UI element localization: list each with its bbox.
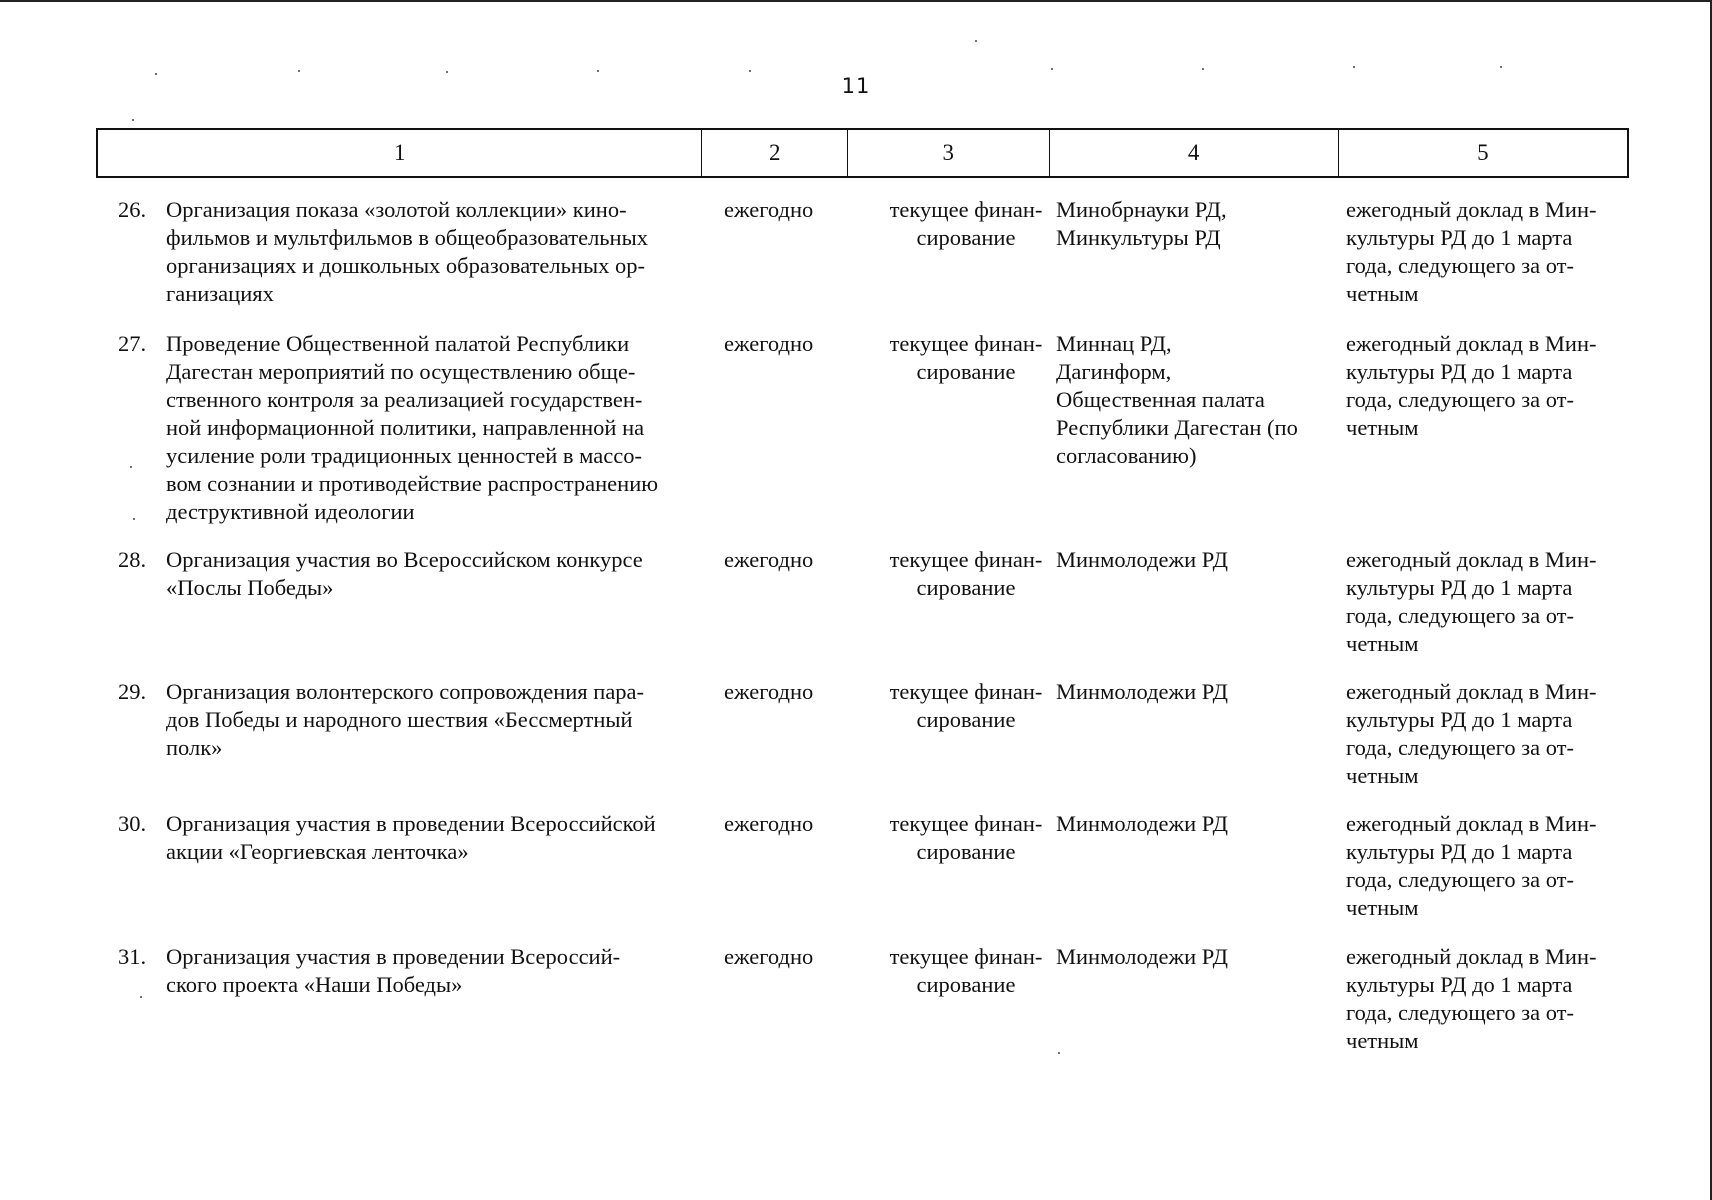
reporting-form-line: ежегодный доклад в Мин- [1346,197,1597,222]
financing-source-line: сирование [916,972,1016,997]
event-description [166,330,706,526]
financing-source [866,546,1066,602]
responsible-executors-line: Республики Дагестан (по [1056,415,1298,440]
financing-source [866,196,1066,252]
row-number: 31. [118,944,147,969]
reporting-form [1346,810,1636,922]
reporting-form-line: ежегодный доклад в Мин- [1346,811,1597,836]
page-number: 11 [841,74,871,98]
responsible-executors-line: согласованию) [1056,443,1197,468]
row-number: 26. [118,197,147,222]
scan-speck [140,996,142,998]
execution-period: ежегодно [724,547,814,572]
financing-source-line: текущее финан- [889,197,1043,222]
financing-source-line: сирование [916,839,1016,864]
responsible-executors-line: Минмолодежи РД [1056,679,1228,704]
scan-speck [1051,68,1053,70]
event-description-line: Организация участия в проведении Всероссийской [166,811,656,836]
table-header [96,128,1629,178]
reporting-form-line: культуры РД до 1 марта [1346,359,1573,384]
event-description [166,678,706,762]
financing-source-line: текущее финан- [889,811,1043,836]
event-description-line: Организация участия во Всероссийском конкурсе [166,547,643,572]
event-description-line: ганизациях [166,281,274,306]
scan-speck [749,70,751,72]
header-col-4: 4 [1050,130,1339,176]
responsible-executors [1056,678,1346,706]
reporting-form-line: четным [1346,631,1419,656]
responsible-executors-line: Дагинформ, [1056,359,1172,384]
event-description [166,196,706,308]
reporting-form-line: ежегодный доклад в Мин- [1346,944,1597,969]
event-description-line: деструктивной идеологии [166,499,415,524]
responsible-executors-line: Минмолодежи РД [1056,944,1228,969]
financing-source [866,943,1066,999]
reporting-form-line: четным [1346,1028,1419,1053]
scan-speck [446,71,448,73]
event-description-line: ной информационной политики, направленной на [166,415,645,440]
event-description [166,546,706,602]
responsible-executors-line: Минкультуры РД [1056,225,1221,250]
event-description-line: вом сознании и противодействие распространению [166,471,659,496]
event-description-line: Проведение Общественной палатой Республики [166,331,630,356]
reporting-form-line: четным [1346,763,1419,788]
financing-source-line: сирование [916,707,1016,732]
event-description [166,810,706,866]
responsible-executors-line: Минмолодежи РД [1056,811,1228,836]
financing-source-line: текущее финан- [889,944,1043,969]
execution-period: ежегодно [724,811,814,836]
reporting-form-line: года, следующего за от- [1346,387,1574,412]
event-description-line: дов Победы и народного шествия «Бессмертный [166,707,633,732]
reporting-form-line: года, следующего за от- [1346,735,1574,760]
financing-source-line: текущее финан- [889,547,1043,572]
responsible-executors [1056,196,1346,252]
reporting-form-line: культуры РД до 1 марта [1346,972,1573,997]
financing-source [866,678,1066,734]
financing-source-line: текущее финан- [889,679,1043,704]
row-number: 28. [118,547,147,572]
execution-period: ежегодно [724,331,814,356]
responsible-executors [1056,330,1346,470]
financing-source-line: сирование [916,359,1016,384]
scan-speck [1202,68,1204,70]
row-number: 30. [118,811,147,836]
execution-period: ежегодно [724,944,814,969]
event-description-line: фильмов и мультфильмов в общеобразовательных [166,225,648,250]
event-description-line: Организация показа «золотой коллекции» кино- [166,197,627,222]
responsible-executors-line: Общественная палата [1056,387,1265,412]
execution-period: ежегодно [724,197,814,222]
reporting-form-line: ежегодный доклад в Мин- [1346,679,1597,704]
scan-speck [597,70,599,72]
reporting-form-line: культуры РД до 1 марта [1346,575,1573,600]
reporting-form-line: ежегодный доклад в Мин- [1346,547,1597,572]
financing-source [866,810,1066,866]
event-description-line: акции «Георгиевская ленточка» [166,839,469,864]
scan-speck [1353,66,1355,68]
reporting-form [1346,196,1636,308]
responsible-executors-line: Миннац РД, [1056,331,1172,356]
reporting-form [1346,330,1636,442]
reporting-form-line: четным [1346,415,1419,440]
execution-period: ежегодно [724,679,814,704]
responsible-executors [1056,943,1346,971]
row-number: 29. [118,679,147,704]
event-description [166,943,706,999]
scan-speck [298,70,300,72]
scan-speck [155,73,157,75]
scan-speck [133,518,135,520]
header-col-1: 1 [98,130,702,176]
event-description-line: «Послы Победы» [166,575,334,600]
scan-speck [975,40,977,42]
financing-source [866,330,1066,386]
reporting-form-line: культуры РД до 1 марта [1346,839,1573,864]
reporting-form-line: года, следующего за от- [1346,1000,1574,1025]
responsible-executors-line: Минмолодежи РД [1056,547,1228,572]
event-description-line: усиление роли традиционных ценностей в массо- [166,443,642,468]
event-description-line: Дагестан мероприятий по осуществлению обще- [166,359,636,384]
scan-edge-top [0,0,1712,2]
event-description-line: организациях и дошкольных образовательных ор- [166,253,645,278]
reporting-form-line: года, следующего за от- [1346,603,1574,628]
reporting-form [1346,943,1636,1055]
reporting-form [1346,678,1636,790]
event-description-line: полк» [166,735,223,760]
scan-speck [1500,66,1502,68]
reporting-form-line: четным [1346,281,1419,306]
reporting-form-line: четным [1346,895,1419,920]
responsible-executors [1056,810,1346,838]
scan-speck [132,119,134,121]
event-description-line: Организация волонтерского сопровождения пара- [166,679,645,704]
event-description-line: ственного контроля за реализацией государствен- [166,387,643,412]
reporting-form-line: ежегодный доклад в Мин- [1346,331,1597,356]
scan-speck [1058,1052,1060,1054]
responsible-executors-line: Минобрнауки РД, [1056,197,1227,222]
responsible-executors [1056,546,1346,574]
financing-source-line: текущее финан- [889,331,1043,356]
reporting-form-line: культуры РД до 1 марта [1346,707,1573,732]
financing-source-line: сирование [916,575,1016,600]
financing-source-line: сирование [916,225,1016,250]
event-description-line: ского проекта «Наши Победы» [166,972,463,997]
reporting-form-line: года, следующего за от- [1346,867,1574,892]
header-col-5: 5 [1477,140,1489,165]
row-number: 27. [118,331,147,356]
event-description-line: Организация участия в проведении Всероссий- [166,944,621,969]
header-col-2: 2 [702,130,848,176]
reporting-form [1346,546,1636,658]
reporting-form-line: культуры РД до 1 марта [1346,225,1573,250]
reporting-form-line: года, следующего за от- [1346,253,1574,278]
scan-speck [130,466,132,468]
header-col-3: 3 [848,130,1049,176]
